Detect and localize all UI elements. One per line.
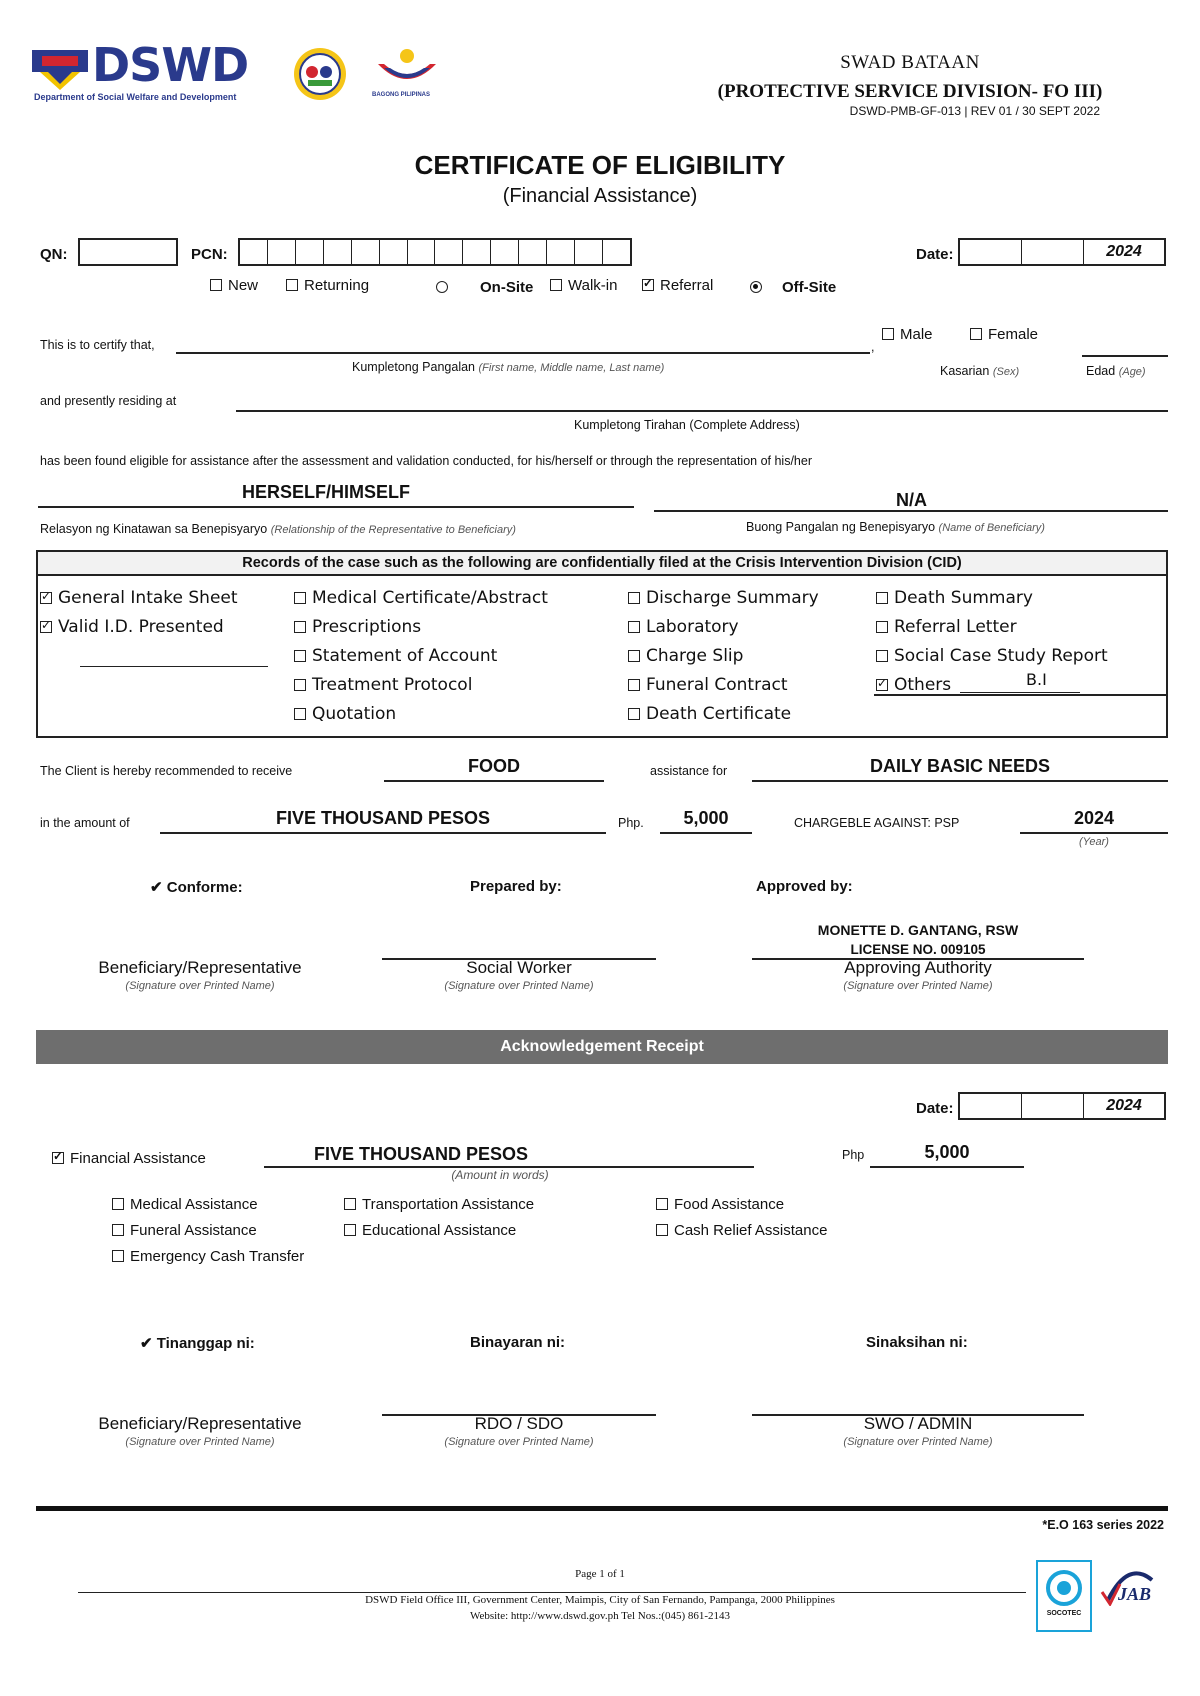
- records-item[interactable]: Quotation: [294, 704, 548, 733]
- records-item[interactable]: Death Summary: [876, 588, 1108, 617]
- financial-assistance-checkbox[interactable]: [52, 1152, 64, 1164]
- assistance-type: FOOD: [468, 756, 520, 776]
- eo-note: *E.O 163 series 2022: [1042, 1518, 1164, 1532]
- qn-label: QN:: [40, 246, 68, 263]
- age-line[interactable]: [1082, 355, 1168, 357]
- age-caption: Edad (Age): [1086, 364, 1146, 378]
- relationship-caption: Relasyon ng Kinatawan sa Benepisyaryo (Relationship of the Representative to Beneficiary): [40, 522, 516, 536]
- chargeable-text: CHARGEBLE AGAINST: PSP: [794, 816, 960, 830]
- receipt-options-col2: [344, 1196, 534, 1248]
- socotec-icon: [1038, 1568, 1090, 1608]
- client-type-new[interactable]: New: [210, 277, 258, 294]
- office-name: SWAD BATAAN: [840, 52, 980, 73]
- conforme-label: ✔ Conforme:: [150, 879, 243, 896]
- dswd-logo: [32, 38, 268, 104]
- receipt-option[interactable]: Food Assistance: [656, 1196, 827, 1222]
- records-item[interactable]: Laboratory: [628, 617, 819, 646]
- records-item[interactable]: Statement of Account: [294, 646, 548, 675]
- sig-caption: (Signature over Printed Name): [125, 1436, 275, 1448]
- form-code: DSWD-PMB-GF-013 | REV 01 / 30 SEPT 2022: [849, 104, 1100, 118]
- year-caption: (Year): [1079, 836, 1109, 848]
- sig-caption: (Signature over Printed Name): [843, 980, 993, 992]
- pcn-field[interactable]: [238, 238, 632, 266]
- receipt-sig-swo: SWO / ADMIN: [863, 1414, 973, 1433]
- receipt-option[interactable]: Funeral Assistance: [112, 1222, 304, 1248]
- receipt-date-field[interactable]: [958, 1092, 1166, 1120]
- receipt-banner: Acknowledgement Receipt: [36, 1030, 1168, 1064]
- records-item[interactable]: Medical Certificate/Abstract: [294, 588, 548, 617]
- amount-words-line[interactable]: [160, 832, 606, 834]
- amount-value: 5,000: [683, 808, 729, 828]
- approver-name: MONETTE D. GANTANG, RSW: [817, 922, 1019, 938]
- bagong-pilipinas-text: BAGONG PILIPINAS: [372, 92, 431, 98]
- onsite-radio[interactable]: [436, 279, 448, 297]
- onsite-label: On-Site: [480, 279, 534, 296]
- client-type-returning[interactable]: Returning: [286, 277, 369, 294]
- footer-line: [78, 1592, 1026, 1593]
- bagong-pilipinas-logo: [372, 46, 442, 106]
- jab-text: JAB: [1118, 1584, 1152, 1604]
- receipt-sig-beneficiary: Beneficiary/Representative: [98, 1414, 302, 1433]
- approved-label: Approved by:: [756, 878, 853, 895]
- socotec-cert-logo: [1036, 1560, 1092, 1632]
- receipt-sig-rdo: RDO / SDO: [474, 1414, 564, 1433]
- beneficiary-line[interactable]: [654, 510, 1168, 512]
- female-option[interactable]: Female: [970, 326, 1038, 343]
- sex-caption: Kasarian (Sex): [940, 364, 1020, 378]
- receipt-option[interactable]: Educational Assistance: [344, 1222, 534, 1248]
- dswd-logo-subtext: Department of Social Welfare and Development: [34, 92, 237, 102]
- sig-caption: (Signature over Printed Name): [843, 1436, 993, 1448]
- records-col2: [294, 588, 548, 733]
- date-field[interactable]: [958, 238, 1166, 266]
- chargeable-year: 2024: [1073, 808, 1115, 828]
- received-label: ✔ Tinanggap ni:: [140, 1335, 255, 1352]
- division-name: (PROTECTIVE SERVICE DIVISION- FO III): [717, 81, 1103, 102]
- receipt-options-col3: [656, 1196, 827, 1248]
- records-heading: Records of the case such as the following are confidentially filed at the Crisis Intervention Division (CID): [242, 555, 962, 571]
- walkin-checkbox[interactable]: [550, 279, 562, 291]
- bagong-pilipinas-icon: [372, 46, 442, 92]
- referral-option[interactable]: ✓ Referral: [642, 277, 713, 294]
- php-label: Php.: [618, 816, 644, 830]
- sig-caption: (Signature over Printed Name): [444, 980, 594, 992]
- receipt-options-col1: [112, 1196, 304, 1274]
- amount-text: in the amount of: [40, 816, 130, 830]
- address-caption: Kumpletong Tirahan (Complete Address): [574, 418, 800, 432]
- relationship-line[interactable]: [38, 506, 634, 508]
- name-line[interactable]: [176, 352, 870, 354]
- seal-icon: [292, 46, 348, 102]
- sig-social-worker: Social Worker: [466, 958, 572, 977]
- relationship-value: HERSELF/HIMSELF: [242, 482, 411, 502]
- assistance-type-line[interactable]: [384, 780, 604, 782]
- beneficiary-caption: Buong Pangalan ng Benepisyaryo (Name of Beneficiary): [746, 520, 1045, 534]
- dswd-logo-text: DSWD: [92, 38, 249, 92]
- records-item[interactable]: Funeral Contract: [628, 675, 819, 704]
- dswd-shield-icon: [32, 46, 88, 92]
- assistance-for-text: assistance for: [650, 764, 728, 778]
- date-year: 2024: [1106, 243, 1142, 260]
- offsite-radio[interactable]: [750, 279, 762, 297]
- male-checkbox[interactable]: [882, 328, 894, 340]
- purpose-line[interactable]: [752, 780, 1168, 782]
- records-item[interactable]: Treatment Protocol: [294, 675, 548, 704]
- address-line[interactable]: [236, 410, 1168, 412]
- receipt-amount: 5,000: [924, 1142, 970, 1162]
- records-item[interactable]: ✓General Intake Sheet: [40, 588, 238, 617]
- receipt-date-label: Date:: [916, 1100, 954, 1117]
- receipt-amount-words: FIVE THOUSAND PESOS: [313, 1144, 529, 1164]
- amount-line[interactable]: [660, 832, 752, 834]
- socotec-text: SOCOTEC: [1046, 1610, 1082, 1617]
- document-title: CERTIFICATE OF ELIGIBILITY: [414, 150, 786, 180]
- financial-assistance-option[interactable]: ✓Financial Assistance: [52, 1150, 206, 1167]
- sig-beneficiary: Beneficiary/Representative: [98, 958, 302, 977]
- returning-checkbox[interactable]: [286, 279, 298, 291]
- records-item[interactable]: ✓Others: [876, 675, 1108, 704]
- sig-caption: (Signature over Printed Name): [125, 980, 275, 992]
- sig-approving-authority: Approving Authority: [844, 958, 992, 977]
- records-item[interactable]: ✓Valid I.D. Presented: [40, 617, 238, 646]
- records-item[interactable]: Death Certificate: [628, 704, 819, 733]
- walkin-option[interactable]: Walk-in: [550, 277, 617, 294]
- offsite-label: Off-Site: [782, 279, 837, 296]
- paid-label: Binayaran ni:: [470, 1334, 566, 1351]
- referral-checkbox[interactable]: [642, 279, 654, 291]
- records-col4: [876, 588, 1108, 704]
- records-item[interactable]: Discharge Summary: [628, 588, 819, 617]
- beneficiary-value: N/A: [896, 490, 927, 510]
- receipt-amount-line[interactable]: [870, 1166, 1024, 1168]
- name-caption: Kumpletong Pangalan (First name, Middle name, Last name): [352, 360, 665, 374]
- date-label: Date:: [916, 246, 954, 263]
- col1-blank-line[interactable]: [80, 666, 268, 667]
- records-item[interactable]: Referral Letter: [876, 617, 1108, 646]
- records-col1: [40, 588, 238, 646]
- page-number: Page 1 of 1: [575, 1568, 625, 1580]
- name-comma: ,: [871, 340, 875, 354]
- sig-caption: (Signature over Printed Name): [444, 1436, 594, 1448]
- recommend-text: The Client is hereby recommended to receive: [40, 764, 293, 778]
- records-item[interactable]: Prescriptions: [294, 617, 548, 646]
- receipt-date-year: 2024: [1106, 1097, 1142, 1114]
- footer-divider: [36, 1506, 1168, 1511]
- amount-words-caption: (Amount in words): [451, 1168, 549, 1182]
- assistance-purpose: DAILY BASIC NEEDS: [869, 756, 1051, 776]
- receipt-php-label: Php: [842, 1148, 865, 1162]
- approver-license: LICENSE NO. 009105: [850, 942, 986, 957]
- male-option[interactable]: Male: [882, 326, 933, 343]
- records-col3: [628, 588, 819, 733]
- eligible-statement: has been found eligible for assistance after the assessment and validation conducted, for his/herself or through the representation of his/her: [40, 454, 812, 468]
- others-value: B.I: [1026, 670, 1047, 689]
- female-checkbox[interactable]: [970, 328, 982, 340]
- prepared-label: Prepared by:: [470, 878, 562, 895]
- pcn-label: PCN:: [191, 246, 228, 263]
- receipt-option[interactable]: Transportation Assistance: [344, 1196, 534, 1222]
- amount-words: FIVE THOUSAND PESOS: [275, 808, 491, 828]
- records-item[interactable]: Social Case Study Report: [876, 646, 1108, 675]
- receipt-option[interactable]: Cash Relief Assistance: [656, 1222, 827, 1248]
- footer-address: DSWD Field Office III, Government Center, Maimpis, City of San Fernando, Pampanga, 2000 Philippines: [365, 1594, 835, 1606]
- footer-website: Website: http://www.dswd.gov.ph Tel Nos.:(045) 861-2143: [469, 1610, 731, 1622]
- residing-label: and presently residing at: [40, 394, 177, 408]
- others-line[interactable]: [960, 692, 1080, 693]
- receipt-option[interactable]: Medical Assistance: [112, 1196, 304, 1222]
- qn-field[interactable]: [78, 238, 178, 266]
- witness-label: Sinaksihan ni:: [866, 1334, 968, 1351]
- records-item[interactable]: Charge Slip: [628, 646, 819, 675]
- new-checkbox[interactable]: [210, 279, 222, 291]
- year-line[interactable]: [1020, 832, 1168, 834]
- certify-intro: This is to certify that,: [40, 338, 155, 352]
- jab-cert-logo: [1098, 1566, 1156, 1628]
- receipt-option[interactable]: Emergency Cash Transfer: [112, 1248, 304, 1274]
- document-subtitle: (Financial Assistance): [502, 185, 698, 207]
